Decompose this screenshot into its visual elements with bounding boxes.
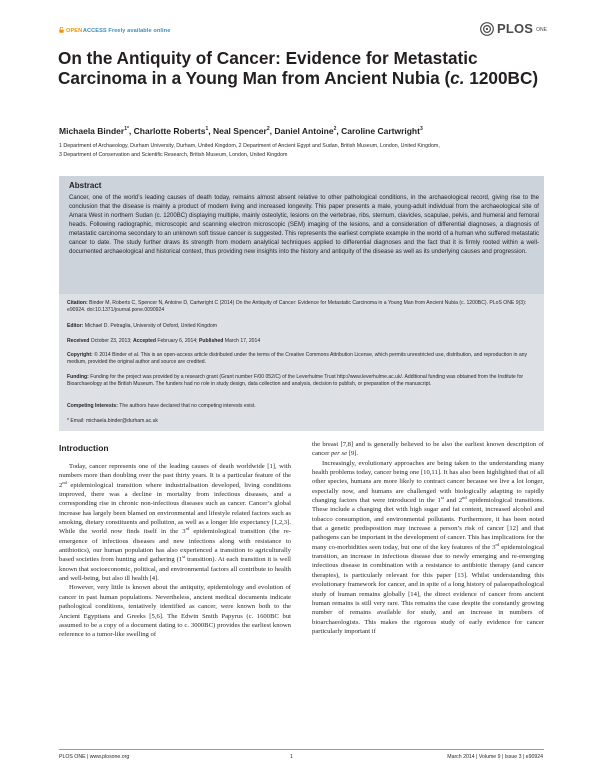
body-column-left [59, 462, 291, 640]
title-end: 1200BC) [464, 68, 539, 88]
plos-logo-icon [480, 22, 494, 36]
published-label: Published [199, 338, 224, 344]
article-title [58, 48, 548, 88]
author-affil: 2 [266, 126, 270, 133]
plos-wordmark: PLOS [496, 21, 534, 36]
accepted-date: February 6, 2014; [157, 338, 198, 344]
paragraph: However, very little is known about the antiquity, epidemiology and evolution of cancer in past human populations. Nevertheless, ancient medical documents indicate pathological conditions, tentatively identified as cancer, were known both to the Ancient Egyptians and Greeks [5,6]. The Edwin Smith Papyrus (c. 1600BC but assumed to be a copy of a document dating to c. 3000BC) provides the earliest known reference to a tumor-like swelling of [59, 584, 291, 639]
author-name[interactable]: Neal Spencer [212, 126, 267, 136]
open-lock-icon [59, 27, 64, 33]
citation-block [67, 300, 541, 315]
citation-text: Binder M, Roberts C, Spencer N, Antoine D, Cartwright C (2014) On the Antiquity of Cancer: Evidence for Metastatic Carcinoma in a Young Man from Ancient Nubia (c. 1200BC). PLoS ONE 9(3): e90924. doi:10.1371/journal.pone.0090924 [67, 300, 527, 314]
author-affil: 3 [419, 126, 423, 133]
accepted-label: Accepted [133, 338, 156, 344]
author-affil: 1* [124, 126, 129, 133]
access-label: ACCESS [82, 28, 107, 34]
footer-rule [59, 749, 544, 750]
abstract-text: Cancer, one of the world’s leading causes of death today, remains almost absent relative to other pathological conditions, in the archaeological record, giving rise to the conclusion that the disease is mainly a product of modern living and increased longevity. This paper presents a male, young-adult individual from the archaeological site of Amara West in northern Sudan (c. 1200BC) displaying multiple, mainly osteolytic, lesions on the vertebrae, ribs, sternum, clavicles, scapulae, pelvis, and humeral and femoral heads. Following radiographic, microscopic and scanning electron microscopic (SEM) imaging of the lesions, and a consideration of differential diagnoses, a diagnosis of metastatic carcinoma secondary to an unknown soft tissue cancer is suggested. This represents the earliest complete example in the world of a human who suffered metastatic cancer to date. The study further draws its strength from modern analytical techniques applied to differential diagnoses and the fact that it is firmly rooted within a well-documented archaeological and historical context, thus providing new insights into the history and antiquity of the disease as well as its underlying causes and progression. [69, 195, 539, 256]
footer-issue: March 2014 | Volume 9 | Issue 3 | e90924 [447, 754, 543, 760]
editor-label: Editor: [67, 323, 84, 329]
page-number: 1 [290, 754, 293, 760]
published-date: March 17, 2014 [224, 338, 261, 344]
author-list: Michaela Binder$^{1*}$, Charlotte Roberts$^1$, Neal Spencer$^2$, Daniel Antoine$^2$, Caroline Cartwright$^3$ [59, 126, 423, 136]
email-line[interactable]: * Email: michaela.binder@durham.ac.uk [67, 418, 158, 424]
editor-block [67, 323, 541, 330]
affiliation-line: 3 Department of Conservation and Scientific Research, British Museum, London, United Kingdom [59, 152, 288, 158]
abstract-heading: Abstract [69, 181, 102, 190]
copyright-label: Copyright: [67, 352, 93, 358]
copyright-text: © 2014 Binder et al. This is an open-access article distributed under the terms of the Creative Commons Attribution License, which permits unrestricted use, distribution, and reproduction in any medium, provided the original author and source are credited. [67, 352, 528, 366]
author-affil: 2 [333, 126, 337, 133]
paragraph: Increasingly, evolutionary approaches are being taken to the understanding many health problems today, cancer being one [10,11]. It has also been highlighted that of all other species, humans are more likely to contract cancer because we live a lot longer, especially now, and humans are challenged with biologically adapting to rapidly changing factors that were introduced in the 1st and 2nd epidemiological transitions. These include a changing diet with high sugar and fat content, increased alcohol and tobacco consumption, and environmental pollutants. Furthermore, it has been noted that a genetic predisposition may increase a person’s risk of cancer [12] and that pathogens can be important in the development of cancer. This has implications for the many co-morbidities seen today, but one of the key features of the 3rd epidemiological transition, an increase in infectious disease due to newly emerging and re-emerging infectious disease in combination with a resistance to antibiotic therapy (and cancer therapies), is particularly relevant for this paper [13]. Whilst understanding this evolutionary framework for cancer, and in spite of a long history of palaeopathological study of human remains globally [14], the direct evidence of cancer from ancient human remains is still very rare. This remains the case despite the constantly growing number of remains available for study, and an increase in numbers of bioarchaeologists. This makes the rigorous study of early evidence for cancer particularly important if [312, 459, 544, 635]
affiliations [59, 142, 549, 160]
open-label: OPEN [66, 28, 83, 34]
editor-text: Michael D. Petraglia, University of Oxford, United Kingdom [84, 323, 218, 329]
competing-label: Competing Interests: [67, 403, 118, 409]
footer-journal[interactable]: PLOS ONE | www.plosone.org [59, 754, 130, 760]
citation-label: Citation: [67, 300, 88, 306]
introduction-heading: Introduction [59, 443, 109, 453]
author-affil: 1 [205, 126, 209, 133]
title-main: On the Antiquity of Cancer: Evidence for Metastatic Carcinoma in a Young Man from Ancient Nubia ( [58, 48, 478, 88]
copyright-block [67, 352, 541, 367]
body-column-right [312, 440, 544, 636]
title-italic: c. [450, 68, 465, 88]
affiliation-line: 1 Department of Archaeology, Durham University, Durham, United Kingdom, 2 Department of Ancient Egypt and Sudan, British Museum, London, United Kingdom, [59, 143, 440, 149]
paragraph: the breast [7,8] and is generally believed to be also the earliest known description of cancer per se [9]. [312, 441, 544, 458]
author-name[interactable]: Caroline Cartwright [341, 126, 420, 136]
received-date: October 23, 2013; [90, 338, 132, 344]
competing-block [67, 403, 541, 410]
author-name[interactable]: Daniel Antoine [274, 126, 334, 136]
open-access-label [59, 27, 170, 34]
funding-label: Funding: [67, 374, 89, 380]
author-name[interactable]: Michaela Binder [59, 126, 125, 136]
dates-block [67, 338, 541, 345]
plos-one-sub: ONE [536, 27, 547, 33]
paragraph: Today, cancer represents one of the leading causes of death worldwide [1], with numbers more than doubling over the past thirty years. It is a particular feature of the 2nd epidemiological transition where industrialisation developed, living conditions improved, there was a decline in mortality from infectious diseases, and a corresponding rise in chronic non-infectious diseases such as cancer. Cancer’s global increase has largely been blamed on environmental and lifestyle related factors such as smoking, dietary constituents and pollution, as well as a longer life expectancy [1,2,3]. While the world now finds itself in the 3rd epidemiological transition (the re-emergence of infectious diseases and new infections along with resistance to antibiotics), our human population has also experienced a transition to agriculturally based societies from hunting and gathering (1st transition). At each transition it is well known that socioeconomic, political, and environmental factors all contribute to health and well-being, but also ill health [4]. [59, 463, 291, 583]
freely-available-label: Freely available online [108, 28, 171, 34]
funding-block [67, 374, 541, 389]
funding-text: Funding for the project was provided by a research grant (Grant number F/00 052/C) of the Leverhulme Trust http://www.leverhulme.ac.uk/. Additional funding was obtained from the Institute for Bioarchaeology at the British Museum. The funders had no role in study design, data collection and analysis, decision to publish, or preparation of the manuscript. [67, 374, 524, 388]
author-name[interactable]: Charlotte Roberts [133, 126, 206, 136]
plos-one-logo[interactable] [480, 21, 547, 36]
competing-text: The authors have declared that no competing interests exist. [119, 403, 256, 409]
received-label: Received [67, 338, 90, 344]
